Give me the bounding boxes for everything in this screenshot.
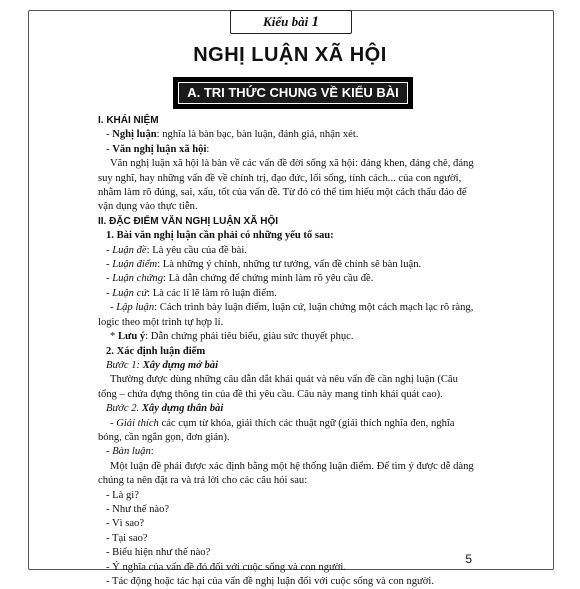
body-text xyxy=(98,114,476,589)
step-1: Bước 1: Xây dựng mở bài xyxy=(106,359,219,371)
note-luu-y: * Lưu ý: Dẫn chứng phải tiêu biểu, giàu sức thuyết phục. xyxy=(110,331,354,343)
page-number: 5 xyxy=(465,552,472,566)
item-giai-thich: - Giải thích các cụm từ khóa, giải thích các thuật ngữ (giải thích nghĩa đen, nghĩa bóng, cần ngắn gọn, đơn giản). xyxy=(98,417,455,443)
question-5: - Biểu hiện như thế nào? xyxy=(106,547,211,559)
lesson-type-number: 1 xyxy=(311,14,319,30)
lesson-type-text: Kiểu bài xyxy=(263,14,312,29)
section-a-heading: A. TRI THỨC CHUNG VỀ KIỂU BÀI xyxy=(176,80,410,106)
step-2: Bước 2. Xây dựng thân bài xyxy=(106,403,224,415)
question-1: - Là gì? xyxy=(106,489,139,501)
def-nghi-luan: - Nghị luận: nghĩa là bàn bạc, bàn luận, đánh giá, nhận xét. xyxy=(106,129,359,141)
item-lap-luan: - Lập luận: Cách trình bày luận điểm, luận cứ, luận chứng một cách mạch lạc rõ ràng, logic theo một trình tự hợp lí. xyxy=(98,302,474,328)
item-luan-de: - Luận đề: Là yêu cầu của đề bài. xyxy=(106,244,247,256)
heading-khai-niem: I. KHÁI NIỆM xyxy=(98,115,159,126)
def-van-nghi-luan: - Văn nghị luận xã hội: xyxy=(106,143,210,155)
paragraph-ban-luan: Một luận đề phải được xác định bằng một hệ thống luận điểm. Để tìm ý được dễ dàng chúng ta nên đặt ra và trả lời cho các câu hỏi sau: xyxy=(98,460,474,487)
question-2: - Như thế nào? xyxy=(106,503,170,515)
item-luan-diem: - Luận điểm: Là những ý chính, những tư tưởng, vấn đề chính sẽ bàn luận. xyxy=(106,259,422,271)
item-luan-cu: - Luận cứ: Là các lí lẽ làm rõ luận điểm. xyxy=(106,287,277,299)
question-4: - Tại sao? xyxy=(106,532,148,544)
subheading-xac-dinh: 2. Xác định luận điểm xyxy=(106,345,206,357)
paragraph-mo-bai: Thường được dùng những câu dẫn dắt khái quát và nêu vấn đề cần nghị luận (Câu tổng – chứa đựng thông tin của đề thi yêu cầu. Câu này mang tính khái quát cao). xyxy=(98,374,458,400)
question-7: - Tác động hoặc tác hại của vấn đề nghị luận đối với cuộc sống và con người. xyxy=(106,576,434,587)
subheading-yeu-to: 1. Bài văn nghị luận cần phải có những yếu tố sau: xyxy=(106,230,334,242)
question-3: - Vì sao? xyxy=(106,518,145,530)
paragraph-definition: Văn nghị luận xã hội là bàn về các vấn đề đời sống xã hội: đáng khen, đáng chê, đáng suy nghĩ, hay những vấn đề về chính trị, đạo đức, lối sống, tính cách... của con người, nhằm làm rõ đúng, sai, xấu, tốt của vấn đề. Từ đó có thể tìm hiểu một cách thấu đáo để vận dụng vào thực tiễn. xyxy=(98,158,474,213)
lesson-type-label xyxy=(230,10,352,34)
question-6: - Ý nghĩa của vấn đề đó đối với cuộc sống và con người. xyxy=(106,561,346,573)
page-title: NGHỊ LUẬN XÃ HỘI xyxy=(193,44,387,66)
heading-dac-diem: II. ĐẶC ĐIỂM VĂN NGHỊ LUẬN XÃ HỘI xyxy=(98,215,279,227)
item-luan-chung: - Luận chứng: Là dẫn chứng để chứng minh làm rõ yêu cầu đề. xyxy=(106,273,374,285)
item-ban-luan: - Bàn luận: xyxy=(106,446,154,458)
